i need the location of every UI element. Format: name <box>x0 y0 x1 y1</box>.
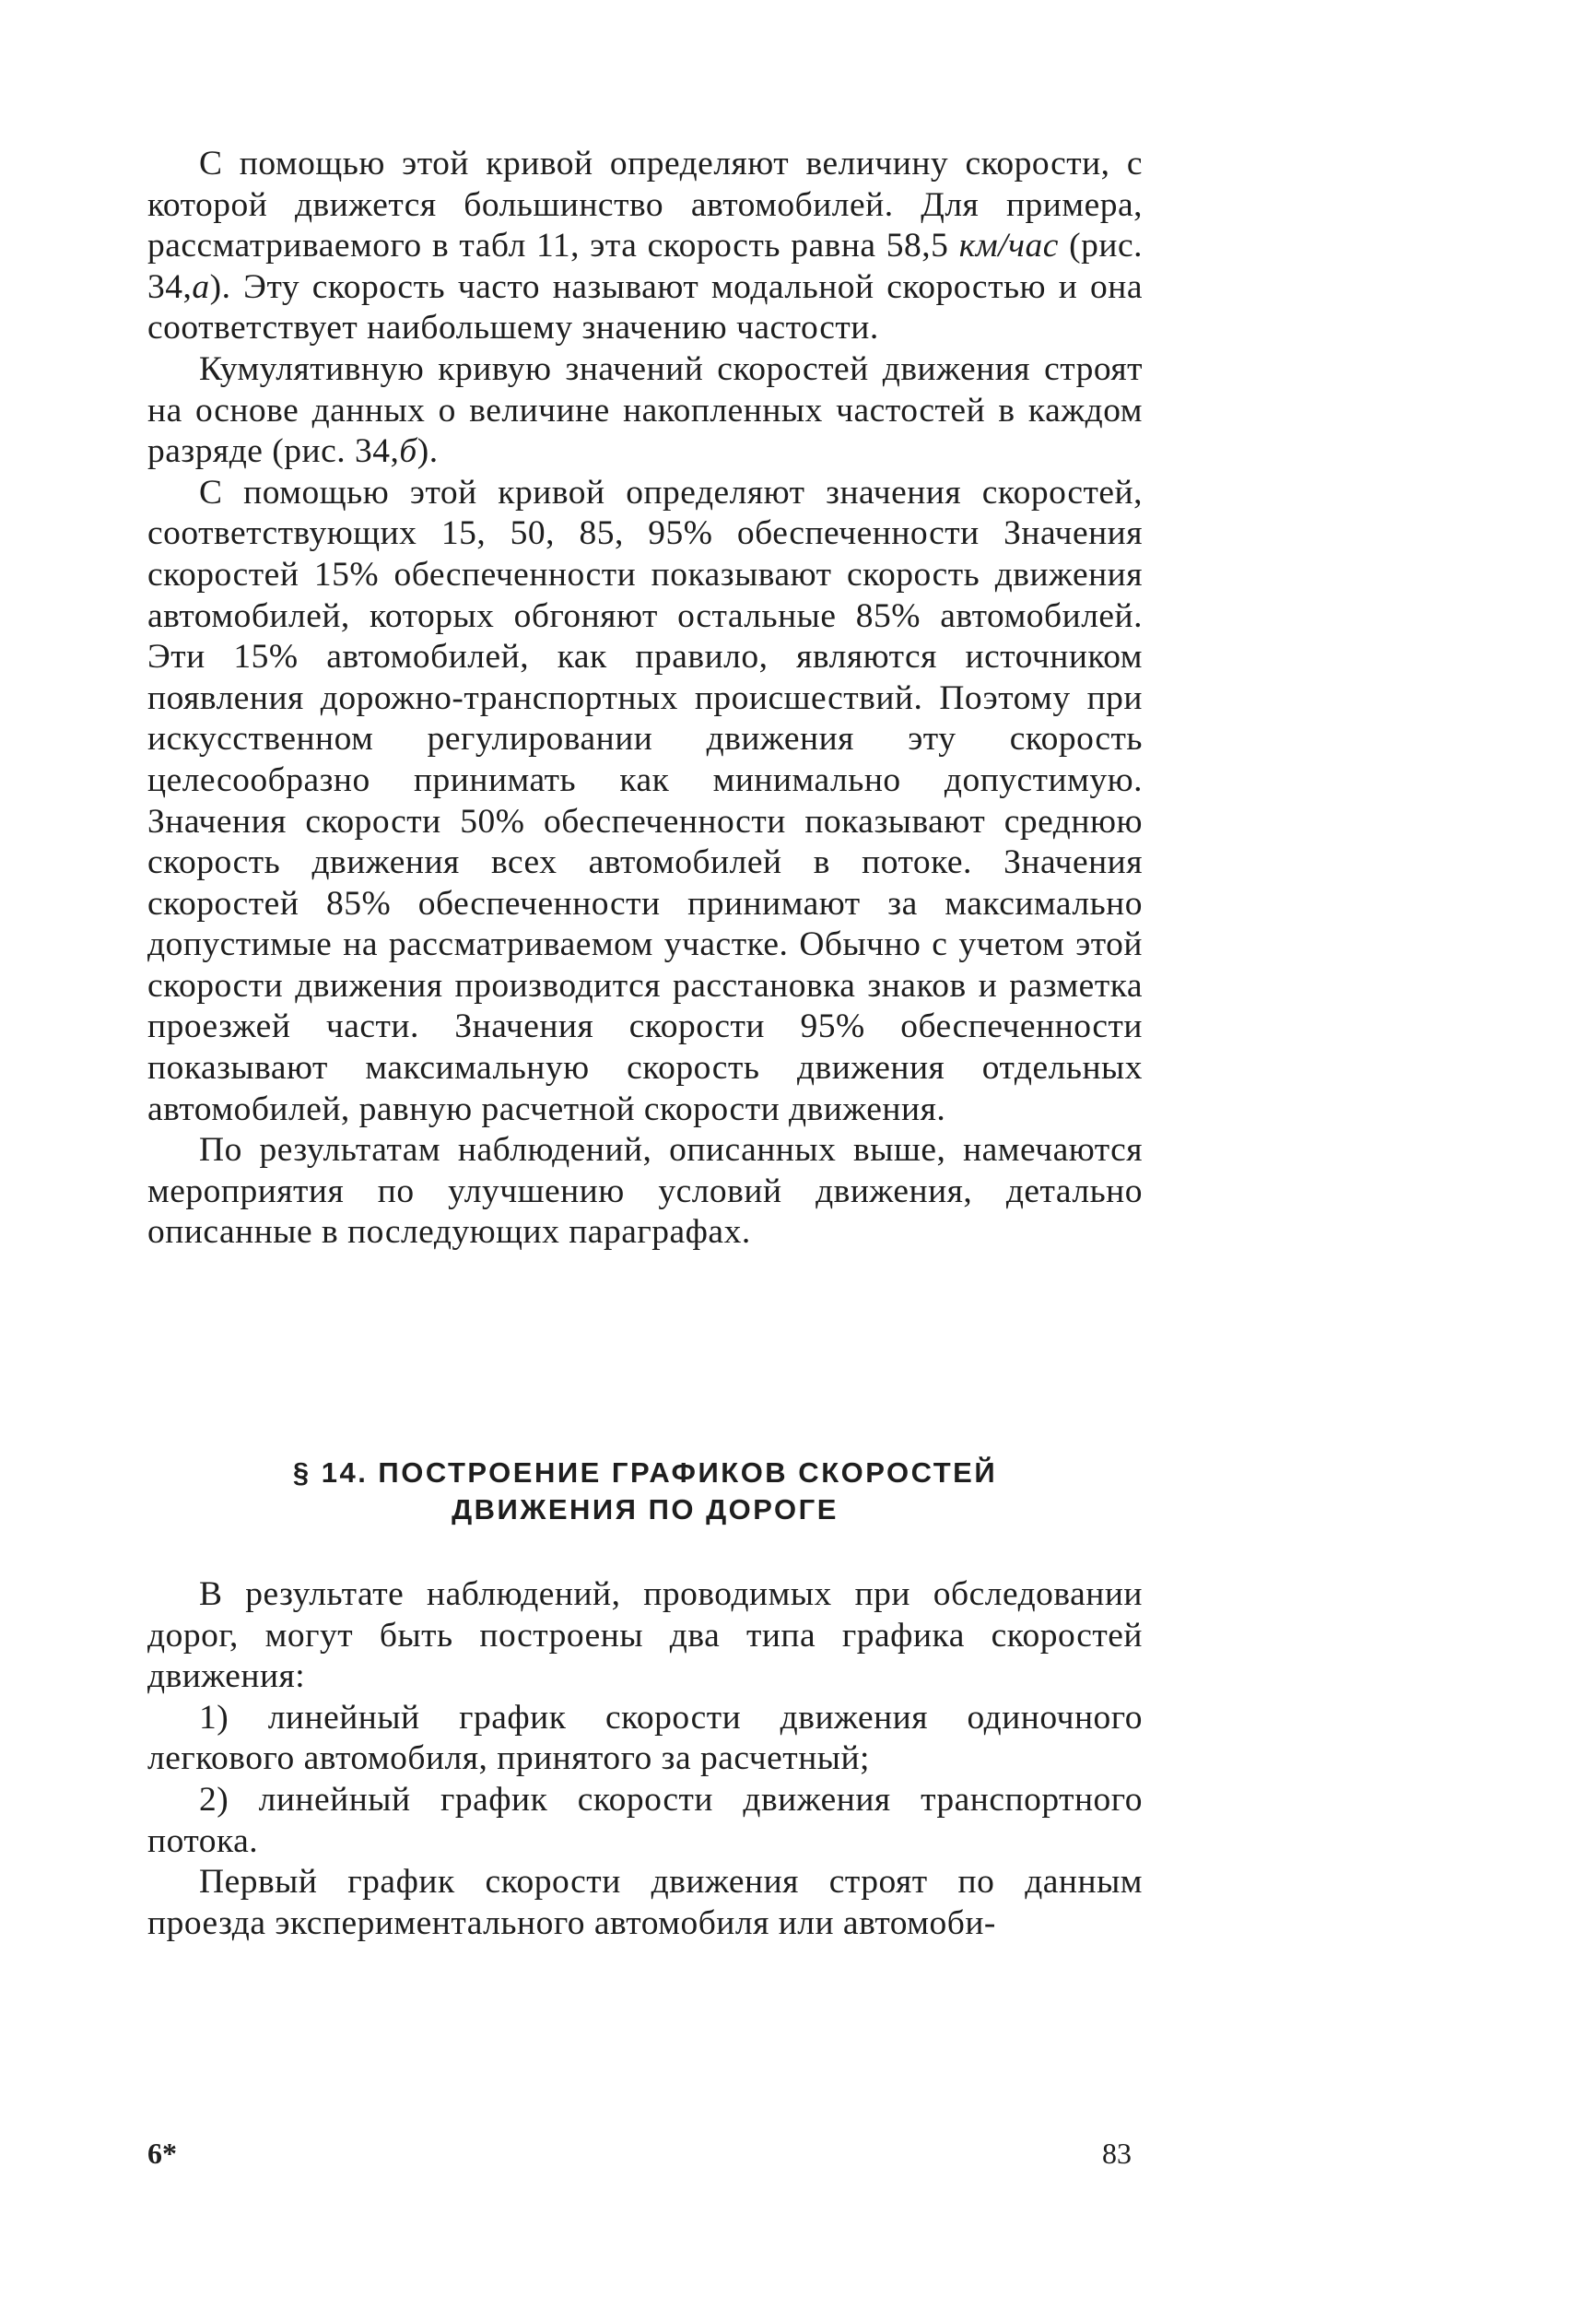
text-run: По результатам наблюдений, описанных выше, намечаются мероприятия по улучшению условий движения, детально описанные в последующих параграфах. <box>147 1131 1143 1252</box>
text-run: Кумулятивную кривую значений скоростей движения строят на основе данных о величине накопленных частостей в каждом разряде (рис. 34, <box>147 349 1143 471</box>
text-run: В результате наблюдений, проводимых при обследовании дорог, могут быть построены два типа графика скоростей движения: <box>147 1575 1143 1696</box>
paragraph <box>147 473 1143 1131</box>
text-run: ). <box>417 432 439 471</box>
signature-mark: 6* <box>147 2137 177 2170</box>
figure-ref-letter: б <box>399 432 417 471</box>
text-run: 1) линейный график скорости движения одиночного легкового автомобиля, принятого за расчетный; <box>147 1698 1143 1778</box>
paragraph <box>147 144 1143 349</box>
text-run: 2) линейный график скорости движения транспортного потока. <box>147 1780 1143 1860</box>
text-run: С помощью этой кривой определяют значения скоростей, соответствующих 15, 50, 85, 95% обеспеченности Значения скоростей 15% обеспеченности показывают скорость движения автомобилей, которых обгоняют остальные 85% автомобилей. Эти 15% автомобилей, как правило, являются источником появления дорожно-транспортных происшествий. Поэтому при искусственном регулировании движения эту скорость целесообразно принимать как минимально допустимую. Значения скорости 50% обеспеченности показывают среднюю скорость движения всех автомобилей в потоке. Значения скоростей 85% обеспеченности принимают за максимально допустимые на рассматриваемом участке. Обычно с учетом этой скорости движения производится расстановка знаков и разметка проезжей части. Значения скорости 95% обеспеченности показывают максимальную скорость движения отдельных автомобилей, равную расчетной скорости движения. <box>147 473 1143 1128</box>
page-number: 83 <box>1102 2137 1132 2170</box>
paragraph <box>147 1130 1143 1254</box>
list-item <box>147 1698 1143 1780</box>
body-text-top <box>147 144 1143 1254</box>
body-text-bottom <box>147 1574 1143 1944</box>
unit-text: км/час <box>958 227 1059 265</box>
text-run: (рис. 34, <box>147 227 1144 306</box>
text-run: ). Эту скорость часто называют модальной скоростью и она соответствует наибольшему значению частости. <box>147 267 1143 348</box>
section-heading-line: § 14. ПОСТРОЕНИЕ ГРАФИКОВ СКОРОСТЕЙ <box>292 1456 998 1489</box>
section-heading <box>147 1455 1143 1528</box>
figure-ref-letter: а <box>192 267 210 306</box>
text-run: С помощью этой кривой определяют величину скорости, с которой движется большинство автомобилей. Для примера, рассматриваемого в табл 11, эта скорость равна 58,5 <box>147 145 1143 265</box>
text-run: Первый график скорости движения строят по данным проезда экспериментального автомобиля или автомоби- <box>147 1863 1143 1942</box>
section-heading-line: ДВИЖЕНИЯ ПО ДОРОГЕ <box>452 1493 839 1526</box>
paragraph <box>147 1574 1143 1698</box>
paragraph <box>147 349 1143 473</box>
paragraph <box>147 1862 1143 1944</box>
list-item <box>147 1780 1143 1862</box>
